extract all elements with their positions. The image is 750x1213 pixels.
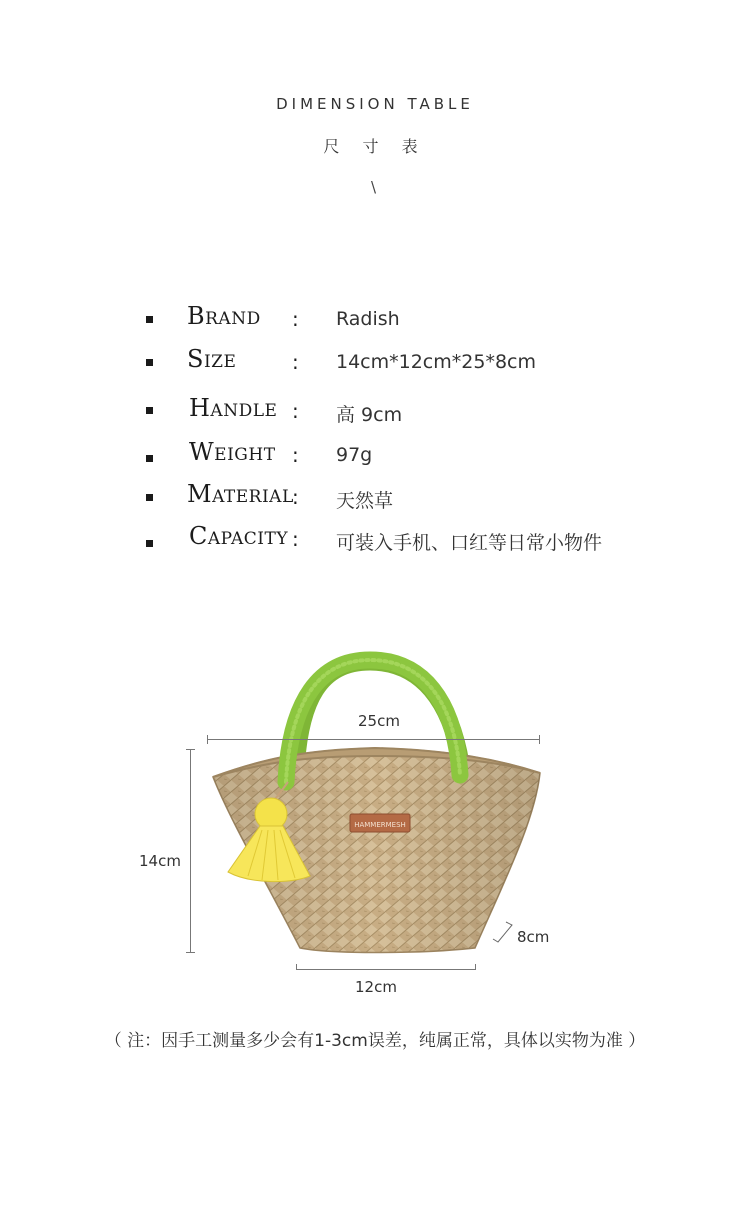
height-label: 14cm: [139, 852, 181, 870]
spec-label: Size: [187, 345, 237, 373]
brand-tag-text: HAMMERMESH: [354, 821, 406, 829]
spec-label: Material: [187, 480, 294, 508]
spec-colon: :: [292, 307, 299, 331]
spec-label: Handle: [189, 394, 278, 422]
bottom-width-label: 12cm: [355, 978, 397, 996]
height-tick-bottom: [186, 952, 195, 953]
page-subtitle: 尺 寸 表: [323, 137, 427, 156]
spec-value: 14cm*12cm*25*8cm: [336, 351, 536, 373]
width-tick-left: [207, 735, 208, 744]
width-line-top: [207, 739, 540, 740]
tassel-knot: [255, 798, 287, 830]
page-title: DIMENSION TABLE: [276, 95, 474, 113]
measurement-note: （ 注：因手工测量多少会有1-3cm误差，纯属正常，具体以实物为准 ）: [104, 1031, 646, 1051]
bottom-tick-left: [296, 964, 297, 970]
width-tick-right: [539, 735, 540, 744]
spec-value: 可装入手机、口红等日常小物件: [336, 532, 603, 554]
spec-colon: :: [292, 399, 299, 423]
depth-label: 8cm: [517, 928, 550, 946]
bottom-tick-right: [475, 964, 476, 970]
spec-colon: :: [292, 527, 299, 551]
height-tick-top: [186, 749, 195, 750]
spec-colon: :: [292, 443, 299, 467]
spec-label: Brand: [187, 302, 261, 330]
decorative-slash: \: [371, 178, 377, 196]
width-line-bottom: [296, 969, 476, 970]
spec-colon: :: [292, 350, 299, 374]
height-line: [190, 749, 191, 953]
spec-value: Radish: [336, 308, 400, 330]
spec-value: 97g: [336, 444, 373, 466]
spec-value: 高 9cm: [336, 404, 403, 426]
spec-colon: :: [292, 485, 299, 509]
spec-value: 天然草: [336, 490, 394, 512]
top-width-label: 25cm: [358, 712, 400, 730]
spec-label: Capacity: [189, 522, 289, 550]
spec-label: Weight: [189, 438, 276, 466]
